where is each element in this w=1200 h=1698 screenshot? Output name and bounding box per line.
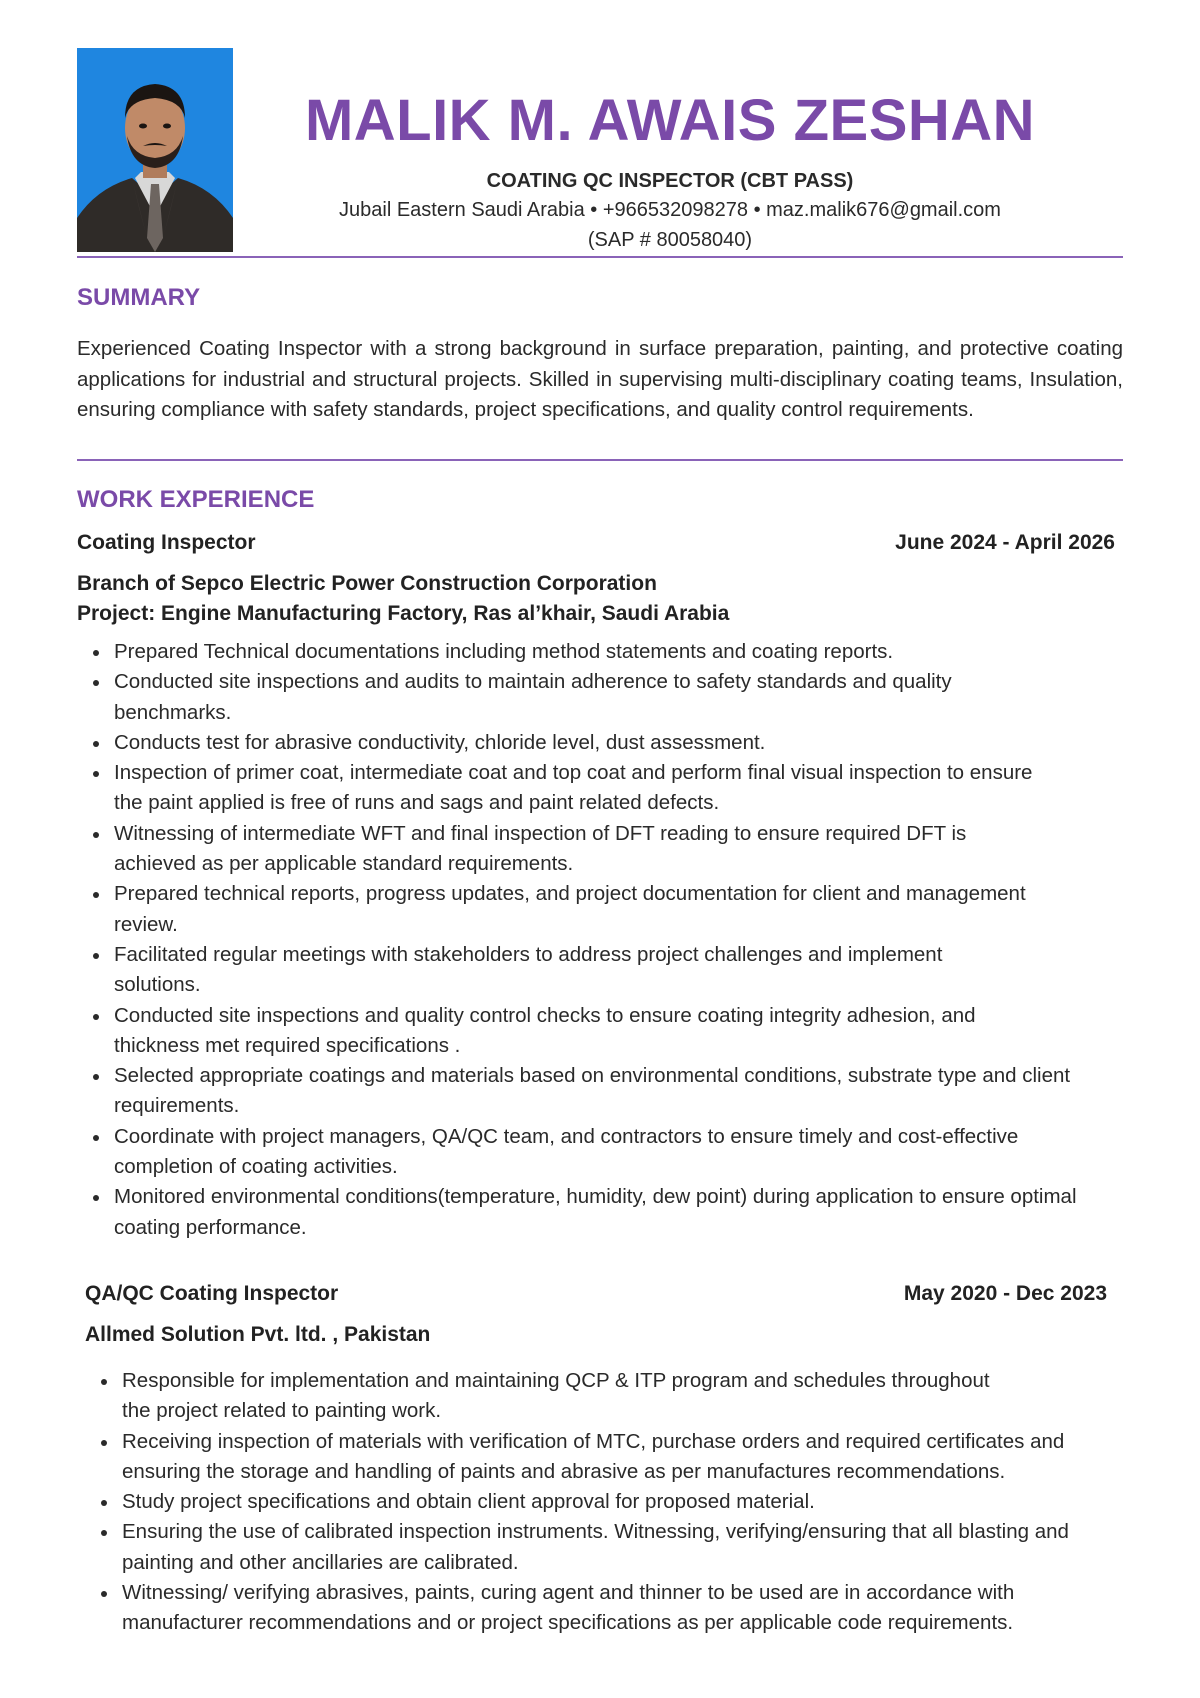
list-item bbox=[77, 758, 1123, 819]
bullet-icon bbox=[93, 1014, 99, 1020]
list-item bbox=[77, 1122, 1123, 1183]
bullet-icon bbox=[101, 1440, 107, 1446]
job-title: QA/QC Coating Inspector bbox=[85, 1282, 339, 1305]
bullet-icon bbox=[93, 771, 99, 777]
bullet-icon bbox=[93, 1074, 99, 1080]
bullet-text: Facilitated regular meetings with stakeholders to address project challenges and implement solutions. bbox=[114, 942, 943, 997]
bullet-icon bbox=[93, 1135, 99, 1141]
bullet-icon bbox=[93, 832, 99, 838]
bullet-icon bbox=[93, 953, 99, 959]
bullet-text: Conducted site inspections and audits to maintain adherence to safety standards and quality benchmarks. bbox=[114, 670, 952, 724]
list-item bbox=[77, 637, 1123, 667]
bullet-text: Prepared technical reports, progress updates, and project documentation for client and management review. bbox=[114, 882, 1026, 936]
list-item bbox=[85, 1427, 1115, 1488]
list-item bbox=[77, 1182, 1123, 1243]
bullet-text: Study project specifications and obtain client approval for proposed material. bbox=[122, 1490, 815, 1514]
work-experience-heading: WORK EXPERIENCE bbox=[77, 486, 315, 513]
list-item bbox=[77, 1001, 1123, 1062]
list-item bbox=[85, 1366, 1115, 1427]
bullet-text: Witnessing/ verifying abrasives, paints, curing agent and thinner to be used are in accordance with manufacturer recommendations and or project specifications as per applicable code requirements. bbox=[122, 1581, 1015, 1635]
bullet-text: Receiving inspection of materials with verification of MTC, purchase orders and required certificates and ensuring the storage and handling of paints and abrasive as per manufactures recommendations. bbox=[122, 1429, 1065, 1483]
list-item bbox=[85, 1487, 1115, 1517]
bullet-text: Prepared Technical documentations including method statements and coating reports. bbox=[114, 640, 894, 663]
bullet-icon bbox=[93, 650, 99, 656]
bullet-text: Conducts test for abrasive conductivity, chloride level, dust assessment. bbox=[114, 730, 766, 754]
responsibilities-list bbox=[77, 637, 1123, 1243]
bullet-icon bbox=[101, 1591, 107, 1597]
bullet-text: Coordinate with project managers, QA/QC team, and contractors to ensure timely and cost-effective completion of coating activities. bbox=[114, 1124, 1019, 1179]
list-item bbox=[77, 879, 1123, 940]
job-header bbox=[77, 531, 1123, 561]
summary-divider bbox=[77, 459, 1123, 461]
responsibilities-list bbox=[85, 1366, 1115, 1639]
list-item bbox=[77, 1061, 1123, 1122]
list-item bbox=[77, 667, 1123, 728]
bullet-text: Selected appropriate coatings and materials based on environmental conditions, substrate type and client requirements. bbox=[114, 1064, 1071, 1118]
contact-info: Jubail Eastern Saudi Arabia • +966532098278 • maz.malik676@gmail.com bbox=[339, 199, 1001, 221]
job-entry bbox=[85, 1282, 1115, 1639]
bullet-text: Monitored environmental conditions(temperature, humidity, dew point) during application to ensure optimal coating performance. bbox=[114, 1185, 1077, 1239]
job-title: Coating Inspector bbox=[77, 531, 256, 554]
profile-photo bbox=[77, 48, 233, 252]
job-headline: COATING QC INSPECTOR (CBT PASS) bbox=[486, 170, 854, 192]
summary-heading: SUMMARY bbox=[77, 284, 201, 311]
bullet-text: Witnessing of intermediate WFT and final inspection of DFT reading to ensure required DFT is achieved as per applicable standard requirements. bbox=[114, 821, 967, 876]
bullet-text: Conducted site inspections and quality control checks to ensure coating integrity adhesion, and thickness met required specifications . bbox=[114, 1003, 976, 1057]
company-name: Branch of Sepco Electric Power Construction Corporation bbox=[77, 572, 657, 595]
job-dates: May 2020 - Dec 2023 bbox=[903, 1282, 1107, 1305]
bullet-text: Ensuring the use of calibrated inspection instruments. Witnessing, verifying/ensuring that all blasting and painting and other ancillaries are calibrated. bbox=[122, 1520, 1069, 1574]
candidate-name: MALIK M. AWAIS ZESHAN bbox=[304, 88, 1036, 153]
bullet-text: Responsible for implementation and maintaining QCP & ITP program and schedules throughout the project related to painting work. bbox=[122, 1369, 990, 1423]
bullet-text: Inspection of primer coat, intermediate coat and top coat and perform final visual inspection to ensure the paint applied is free of runs and sags and paint related defects. bbox=[114, 761, 1033, 815]
bullet-icon bbox=[101, 1500, 107, 1506]
list-item bbox=[85, 1578, 1115, 1639]
bullet-icon bbox=[93, 741, 99, 747]
summary-text: Experienced Coating Inspector with a strong background in surface preparation, painting, and protective coating applications for industrial and structural projects. Skilled in supervising multi-disciplinary coating teams, Insulation, ensuring compliance with safety standards, project specifications, and quality control requirements. bbox=[77, 337, 1123, 421]
job-header bbox=[85, 1282, 1115, 1312]
list-item bbox=[77, 728, 1123, 758]
bullet-icon bbox=[93, 892, 99, 898]
sap-number: (SAP # 80058040) bbox=[587, 229, 753, 251]
bullet-icon bbox=[93, 680, 99, 686]
company-name: Allmed Solution Pvt. ltd. , Pakistan bbox=[85, 1323, 431, 1346]
job-dates: June 2024 - April 2026 bbox=[895, 531, 1115, 554]
list-item bbox=[77, 819, 1123, 880]
list-item bbox=[85, 1517, 1115, 1578]
list-item bbox=[77, 940, 1123, 1001]
bullet-icon bbox=[101, 1530, 107, 1536]
bullet-icon bbox=[101, 1379, 107, 1385]
project-name: Project: Engine Manufacturing Factory, Ras al’khair, Saudi Arabia bbox=[77, 602, 730, 625]
job-entry bbox=[77, 531, 1123, 1243]
bullet-icon bbox=[93, 1195, 99, 1201]
portrait-image bbox=[77, 48, 233, 252]
header-divider bbox=[77, 256, 1123, 258]
